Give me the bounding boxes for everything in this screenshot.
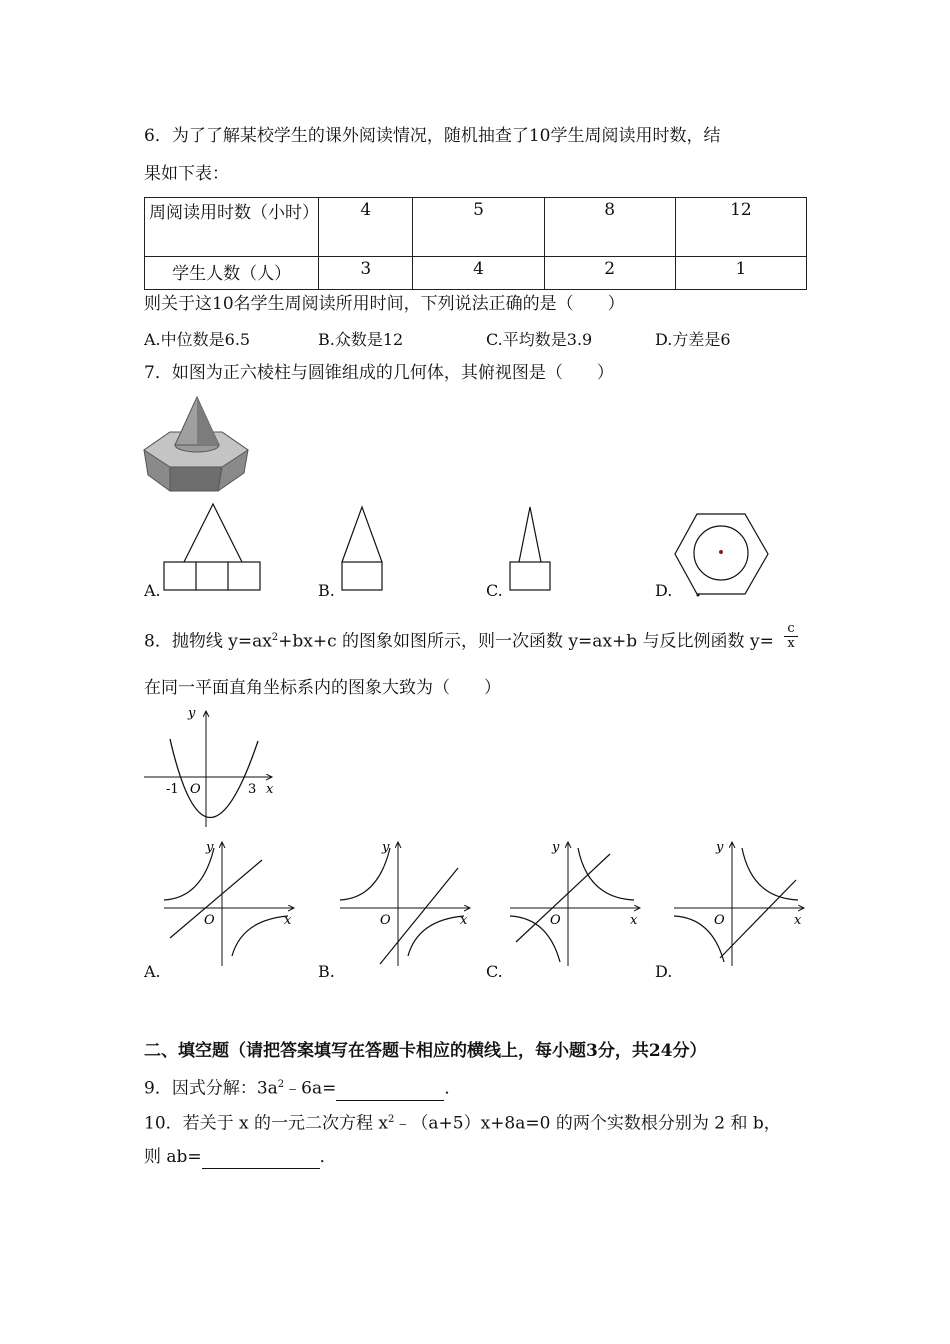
q8-line2: 在同一平面直角坐标系内的图象大致为（ ） bbox=[144, 678, 501, 698]
table-row-hours bbox=[145, 198, 807, 257]
parabola-origin-label: O bbox=[190, 782, 201, 797]
graph-y-label: y bbox=[382, 840, 390, 855]
table-cell: 2 bbox=[544, 257, 675, 290]
solid-figure-image bbox=[140, 395, 252, 495]
q7-text: 7．如图为正六棱柱与圆锥组成的几何体，其俯视图是（ ） bbox=[144, 363, 614, 383]
q7-option-c-label[interactable]: C. bbox=[486, 581, 503, 600]
q9-prefix: 9．因式分解：3a bbox=[144, 1078, 278, 1099]
q8-text-before: 8．抛物线 y=ax bbox=[144, 631, 272, 652]
q7-option-a-label[interactable]: A. bbox=[144, 581, 161, 600]
q7-option-a-figure[interactable] bbox=[160, 500, 264, 594]
q9-end: ． bbox=[444, 1078, 462, 1099]
q10-answer-blank[interactable] bbox=[202, 1150, 320, 1169]
q7-option-c-figure[interactable] bbox=[506, 503, 556, 593]
q8-text-mid: +bx+c 的图象如图所示，则一次函数 y=ax+b 与反比例函数 y= bbox=[278, 631, 774, 652]
q7-option-b-figure[interactable] bbox=[338, 503, 388, 593]
q9-text bbox=[144, 1073, 461, 1101]
parabola-3-label: 3 bbox=[248, 782, 257, 797]
q6-option-d[interactable]: D.方差是6 bbox=[655, 330, 731, 349]
q8-text bbox=[144, 626, 774, 654]
table-cell: 5 bbox=[413, 198, 544, 257]
q6-line2: 果如下表： bbox=[144, 164, 229, 184]
q7-option-d-figure[interactable] bbox=[673, 511, 771, 597]
q6-option-a[interactable]: A.中位数是6.5 bbox=[144, 330, 251, 349]
table-cell: 8 bbox=[544, 198, 675, 257]
q7-option-b-label[interactable]: B. bbox=[318, 581, 335, 600]
section2-title: 二、填空题（请把答案填写在答题卡相应的横线上，每小题3分，共24分） bbox=[144, 1041, 707, 1061]
q10-line2 bbox=[144, 1145, 337, 1169]
q6-option-b[interactable]: B.众数是12 bbox=[318, 330, 404, 349]
table-cell: 4 bbox=[413, 257, 544, 290]
graph-origin-label: O bbox=[380, 913, 391, 928]
q9-answer-blank[interactable] bbox=[336, 1082, 444, 1101]
graph-x-label: x bbox=[630, 913, 638, 928]
q10-text bbox=[144, 1108, 781, 1136]
table-cell: 4 bbox=[319, 198, 413, 257]
q8-frac-den: x bbox=[787, 636, 795, 651]
reading-time-table bbox=[144, 197, 807, 290]
q9-sup: 2 bbox=[277, 1079, 285, 1090]
q10-prefix: 10．若关于 x 的一元二次方程 x bbox=[144, 1113, 389, 1134]
graph-origin-label: O bbox=[550, 913, 561, 928]
table-header-hours: 周阅读用时数（小时） bbox=[145, 198, 319, 257]
parabola-graph bbox=[140, 705, 280, 831]
q8-option-d-graph[interactable] bbox=[670, 838, 810, 968]
graph-origin-label: O bbox=[714, 913, 725, 928]
q8-option-a-label[interactable]: A. bbox=[144, 962, 161, 981]
table-header-students: 学生人数（人） bbox=[145, 257, 319, 290]
table-row-students bbox=[145, 257, 807, 290]
table-cell: 1 bbox=[675, 257, 806, 290]
q6-option-c[interactable]: C.平均数是3.9 bbox=[486, 330, 593, 349]
parabola-y-label: y bbox=[188, 706, 196, 721]
graph-x-label: x bbox=[460, 913, 468, 928]
graph-y-label: y bbox=[206, 840, 214, 855]
q8-sup: 2 bbox=[271, 632, 279, 643]
q8-option-c-label[interactable]: C. bbox=[486, 962, 503, 981]
q8-option-a-graph[interactable] bbox=[160, 838, 300, 968]
parabola-x-label: x bbox=[266, 782, 274, 797]
q7-option-d-label[interactable]: D. bbox=[655, 581, 673, 600]
q10-sup: 2 bbox=[388, 1114, 395, 1125]
q8-option-d-label[interactable]: D. bbox=[655, 962, 673, 981]
q9-suffix: ﹣6a= bbox=[284, 1078, 337, 1099]
q8-option-b-label[interactable]: B. bbox=[318, 962, 335, 981]
table-cell: 12 bbox=[675, 198, 806, 257]
graph-x-label: x bbox=[284, 913, 292, 928]
q10-suffix: ﹣（a+5）x+8a=0 的两个实数根分别为 2 和 b， bbox=[394, 1113, 781, 1134]
graph-y-label: y bbox=[716, 840, 724, 855]
q8-frac-num: c bbox=[784, 622, 798, 637]
q8-option-b-graph[interactable] bbox=[336, 838, 476, 968]
table-cell: 3 bbox=[319, 257, 413, 290]
q8-option-c-graph[interactable] bbox=[506, 838, 646, 968]
q6-line1: 6．为了了解某校学生的课外阅读情况，随机抽查了10学生周阅读用时数，结 bbox=[144, 126, 721, 146]
graph-x-label: x bbox=[794, 913, 802, 928]
q10-line2-text: 则 ab= bbox=[144, 1147, 202, 1167]
q10-end: ． bbox=[319, 1147, 337, 1167]
graph-y-label: y bbox=[552, 840, 560, 855]
parabola-neg1-label: -1 bbox=[166, 782, 179, 797]
q8-fraction bbox=[784, 622, 798, 651]
graph-origin-label: O bbox=[204, 913, 215, 928]
q6-question: 则关于这10名学生周阅读所用时间，下列说法正确的是（ ） bbox=[144, 294, 625, 314]
